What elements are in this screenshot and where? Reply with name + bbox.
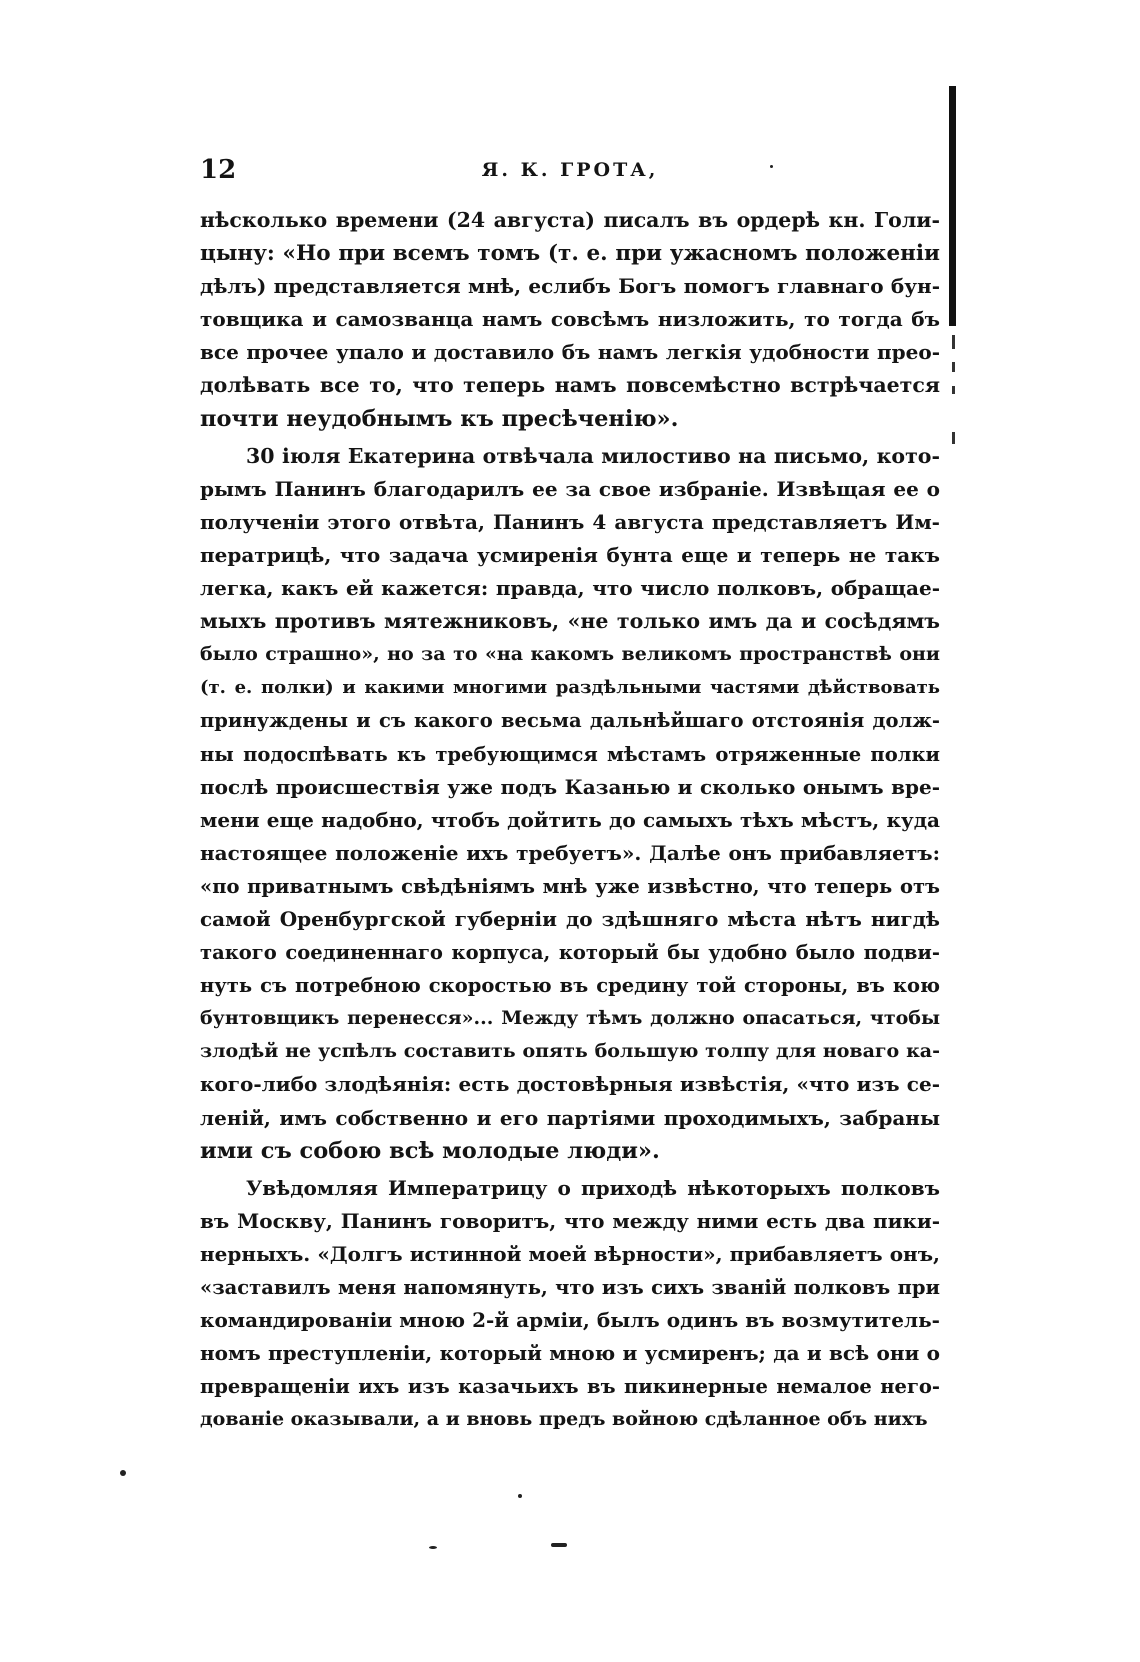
page-binding-mark xyxy=(952,432,955,444)
text-line: было страшно», но за то «на какомъ великомъ пространствѣ они xyxy=(200,643,940,666)
page-binding-edge xyxy=(949,86,956,326)
text-line: почти неудобнымъ къ пресѣченію». xyxy=(200,405,679,432)
text-line: злодѣй не успѣлъ составить опять большую толпу для новаго ка- xyxy=(200,1040,940,1063)
paragraph xyxy=(200,440,940,1168)
print-speck xyxy=(518,1494,522,1498)
page-binding-mark xyxy=(952,335,955,349)
text-line: нѣсколько времени (24 августа) писалъ въ ордерѣ кн. Голи- xyxy=(200,208,940,232)
running-head xyxy=(200,150,940,190)
page-number: 12 xyxy=(200,155,237,185)
text-line: «заставилъ меня напомянуть, что изъ сихъ званій полковъ при xyxy=(200,1276,940,1299)
text-line: легка, какъ ей кажется: правда, что число полковъ, обращае- xyxy=(200,576,940,601)
text-line: послѣ происшествія уже подъ Казанью и сколько онымъ вре- xyxy=(200,774,940,799)
text-line: самой Оренбургской губерніи до здѣшняго мѣста нѣтъ нигдѣ xyxy=(200,906,940,931)
text-line: кого-либо злодѣянія: есть достовѣрныя извѣстія, «что изъ се- xyxy=(200,1072,940,1097)
text-line: мыхъ противъ мятежниковъ, «не только имъ да и сосѣдямъ xyxy=(200,609,940,634)
text-line: ны подоспѣвать къ требующимся мѣстамъ отряженные полки xyxy=(200,742,940,766)
text-line: товщика и самозванца намъ совсѣмъ низложить, то тогда бъ xyxy=(200,307,940,332)
paragraph xyxy=(200,204,940,436)
text-line: «по приватнымъ свѣдѣніямъ мнѣ уже извѣстно, что теперь отъ xyxy=(200,874,940,898)
text-line: долѣвать все то, что теперь намъ повсемѣстно встрѣчается xyxy=(200,373,940,398)
text-line: цыну: «Но при всемъ томъ (т. е. при ужасномъ положеніи xyxy=(200,241,940,267)
text-line: дованіе оказывали, а и вновь предъ войною сдѣланное объ нихъ xyxy=(200,1408,928,1431)
text-line: ими съ собою всѣ молодые люди». xyxy=(200,1137,660,1164)
text-line: командированіи мною 2-й арміи, былъ одинъ въ возмутитель- xyxy=(200,1308,940,1333)
print-speck xyxy=(770,165,773,168)
print-speck xyxy=(551,1543,567,1547)
text-line: нуть съ потребною скоростью въ средину той стороны, въ кою xyxy=(200,974,940,998)
text-line: Увѣдомляя Императрицу о приходѣ нѣкоторыхъ полковъ xyxy=(246,1175,940,1200)
text-line: рымъ Панинъ благодарилъ ее за свое избраніе. Извѣщая ее о xyxy=(200,476,940,501)
print-speck xyxy=(120,1470,126,1476)
text-line: бунтовщикъ перенесся»... Между тѣмъ должно опасаться, чтобы xyxy=(200,1007,940,1030)
body-text xyxy=(200,204,940,1436)
page-binding-mark xyxy=(952,362,955,372)
text-line: 30 іюля Екатерина отвѣчала милостиво на письмо, кото- xyxy=(246,443,940,468)
paragraph xyxy=(200,1172,940,1437)
running-head-title: Я. К. ГРОТА, xyxy=(481,159,659,181)
text-line: (т. е. полки) и какими многими раздѣльными частями дѣйствовать xyxy=(200,677,940,699)
text-line: въ Москву, Панинъ говоритъ, что между ними есть два пики- xyxy=(200,1208,940,1233)
text-line: превращеніи ихъ изъ казачьихъ въ пикинерные немалое него- xyxy=(200,1375,940,1399)
print-speck xyxy=(429,1546,437,1549)
text-line: настоящее положеніе ихъ требуетъ». Далѣе онъ прибавляетъ: xyxy=(200,840,940,865)
text-line: дѣлъ) представляется мнѣ, еслибъ Богъ помогъ главнаго бун- xyxy=(200,274,940,299)
text-line: номъ преступленіи, который мною и усмиренъ; да и всѣ они о xyxy=(200,1341,940,1366)
text-line: принуждены и съ какого весьма дальнѣйшаго отстоянія долж- xyxy=(200,709,940,733)
text-line: ператрицѣ, что задача усмиренія бунта еще и теперь не такъ xyxy=(200,542,940,567)
page-binding-mark xyxy=(952,386,955,394)
text-line: леній, имъ собственно и его партіями проходимыхъ, забраны xyxy=(200,1105,940,1130)
text-line: такого соединеннаго корпуса, который бы удобно было подви- xyxy=(200,941,940,965)
text-line: мени еще надобно, чтобъ дойтить до самыхъ тѣхъ мѣстъ, куда xyxy=(200,807,940,832)
text-line: нерныхъ. «Долгъ истинной моей вѣрности», прибавляетъ онъ, xyxy=(200,1241,940,1266)
text-line: все прочее упало и доставило бъ намъ легкія удобности прео- xyxy=(200,340,940,365)
text-line: полученіи этого отвѣта, Панинъ 4 августа представляетъ Им- xyxy=(200,509,940,534)
